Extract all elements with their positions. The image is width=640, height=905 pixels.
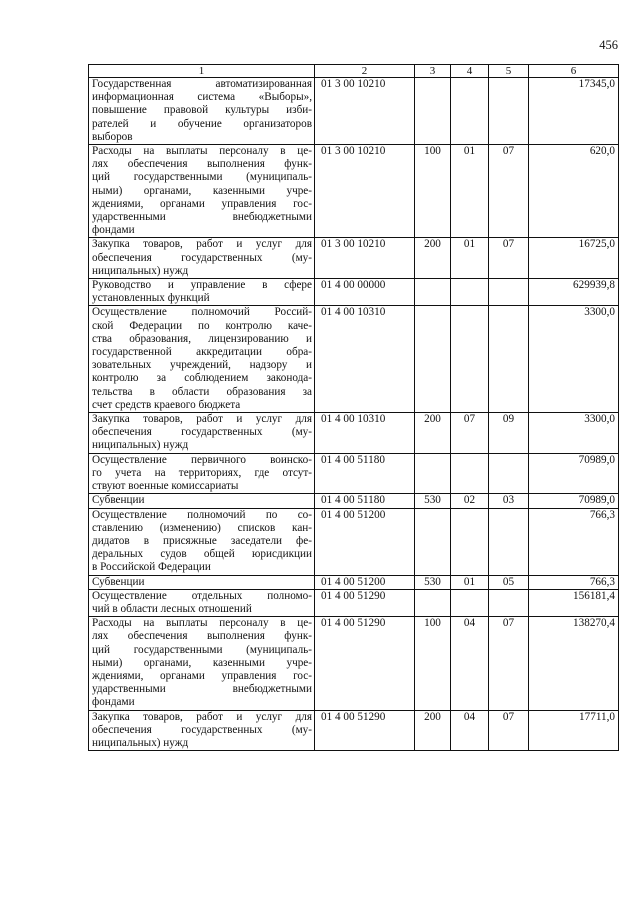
table-row (89, 710, 619, 751)
row-name-line: чий в области лесных отношений (92, 602, 252, 615)
row-name-cell (89, 306, 315, 413)
table-body (89, 78, 619, 751)
row-name-line: ниципальных) нужд (92, 736, 189, 749)
row-name-cell (89, 617, 315, 710)
row-pr-cell: 09 (489, 413, 529, 454)
row-name-line: ниципальных) нужд (92, 264, 189, 277)
header-col-6: 6 (529, 65, 619, 78)
row-name-line: лях обеспечения выполнения функ- (92, 158, 312, 171)
row-csr-cell: 01 4 00 51200 (315, 508, 415, 575)
row-name-line: государственной аккредитации обра- (92, 346, 312, 359)
row-pr-cell (489, 78, 529, 145)
row-pr-cell: 07 (489, 238, 529, 279)
table-row (89, 494, 619, 508)
row-sum-cell: 156181,4 (529, 589, 619, 616)
row-name-cell (89, 508, 315, 575)
row-sum-cell: 766,3 (529, 508, 619, 575)
header-col-4: 4 (451, 65, 489, 78)
row-sum-cell: 70989,0 (529, 494, 619, 508)
row-name-line: Осуществление полномочий по со- (92, 508, 312, 521)
row-name-line: ства образования, лицензированию и (92, 332, 312, 345)
row-name-line: Закупка товаров, работ и услуг для (92, 710, 312, 723)
row-name-line: зовательных учреждений, надзору и (92, 359, 312, 372)
row-sum-cell: 3300,0 (529, 413, 619, 454)
row-pr-cell: 07 (489, 617, 529, 710)
table-row (89, 306, 619, 413)
row-name-line: ными) органами, казенными учре- (92, 656, 312, 669)
row-name-line: ударственными внебюджетными (92, 683, 312, 696)
row-pr-cell (489, 306, 529, 413)
row-name-line: фондами (92, 224, 135, 237)
row-name-cell (89, 710, 315, 751)
row-name-cell (89, 494, 315, 508)
row-sum-cell: 70989,0 (529, 453, 619, 494)
row-name-line: Руководство и управление в сфере (92, 279, 312, 292)
row-name-cell (89, 453, 315, 494)
table-row (89, 508, 619, 575)
row-pr-cell: 03 (489, 494, 529, 508)
row-vr-cell (415, 508, 451, 575)
row-name-line: Закупка товаров, работ и услуг для (92, 413, 312, 426)
row-name-line: Субвенции (92, 494, 145, 507)
row-vr-cell (415, 589, 451, 616)
row-vr-cell: 200 (415, 710, 451, 751)
table-row (89, 78, 619, 145)
row-name-line: контролю за соблюдением законода- (92, 372, 312, 385)
row-rz-cell: 01 (451, 238, 489, 279)
row-name-line: ниципальных) нужд (92, 439, 189, 452)
row-vr-cell (415, 453, 451, 494)
header-col-1: 1 (89, 65, 315, 78)
row-sum-cell: 620,0 (529, 145, 619, 238)
row-name-line: установленных функций (92, 292, 210, 305)
row-vr-cell: 530 (415, 575, 451, 589)
header-row (89, 65, 619, 78)
row-name-line: деральных судов общей юрисдикции (92, 548, 312, 561)
table-row (89, 413, 619, 454)
row-vr-cell: 100 (415, 617, 451, 710)
row-rz-cell (451, 78, 489, 145)
row-csr-cell: 01 4 00 51200 (315, 575, 415, 589)
row-pr-cell (489, 589, 529, 616)
row-name-line: Расходы на выплаты персоналу в це- (92, 617, 312, 630)
table-row (89, 279, 619, 306)
row-name-line: выборов (92, 130, 133, 143)
row-rz-cell (451, 306, 489, 413)
table-row (89, 453, 619, 494)
row-sum-cell: 138270,4 (529, 617, 619, 710)
row-rz-cell (451, 589, 489, 616)
row-name-line: в Российской Федерации (92, 561, 211, 574)
row-vr-cell (415, 78, 451, 145)
row-name-line: обеспечения государственных (му- (92, 723, 312, 736)
row-name-line: счет средств краевого бюджета (92, 398, 241, 411)
row-vr-cell: 200 (415, 413, 451, 454)
row-name-line: ударственными внебюджетными (92, 211, 312, 224)
row-name-cell (89, 145, 315, 238)
row-name-cell (89, 589, 315, 616)
row-csr-cell: 01 4 00 10310 (315, 306, 415, 413)
row-rz-cell (451, 279, 489, 306)
row-pr-cell: 05 (489, 575, 529, 589)
row-name-line: обеспечения государственных (му- (92, 426, 312, 439)
row-csr-cell: 01 4 00 51290 (315, 617, 415, 710)
row-sum-cell: 16725,0 (529, 238, 619, 279)
row-csr-cell: 01 4 00 10310 (315, 413, 415, 454)
row-sum-cell: 17345,0 (529, 78, 619, 145)
header-col-2: 2 (315, 65, 415, 78)
table-header (89, 65, 619, 78)
row-name-line: Осуществление отдельных полномо- (92, 589, 312, 602)
table-row (89, 589, 619, 616)
row-name-line: обеспечения государственных (му- (92, 251, 312, 264)
budget-table (88, 64, 619, 751)
table-row (89, 575, 619, 589)
row-csr-cell: 01 4 00 51290 (315, 710, 415, 751)
row-name-cell (89, 78, 315, 145)
row-csr-cell: 01 3 00 10210 (315, 145, 415, 238)
row-name-line: го учета на территориях, где отсут- (92, 466, 312, 479)
row-rz-cell: 01 (451, 575, 489, 589)
row-vr-cell (415, 279, 451, 306)
row-sum-cell: 17711,0 (529, 710, 619, 751)
row-rz-cell: 02 (451, 494, 489, 508)
row-vr-cell: 200 (415, 238, 451, 279)
row-name-line: ждениями, органами управления гос- (92, 197, 312, 210)
row-rz-cell: 04 (451, 617, 489, 710)
row-name-line: Осуществление полномочий Россий- (92, 306, 312, 319)
row-name-line: Государственная автоматизированная (92, 78, 312, 90)
row-name-cell (89, 575, 315, 589)
row-name-cell (89, 279, 315, 306)
row-name-line: рателей и обучение организаторов (92, 117, 312, 130)
row-csr-cell: 01 4 00 51180 (315, 453, 415, 494)
row-rz-cell: 04 (451, 710, 489, 751)
row-vr-cell: 100 (415, 145, 451, 238)
row-name-line: ской Федерации по контролю каче- (92, 319, 312, 332)
row-name-cell (89, 413, 315, 454)
row-rz-cell (451, 453, 489, 494)
row-name-line: Субвенции (92, 575, 145, 588)
row-name-cell (89, 238, 315, 279)
row-csr-cell: 01 4 00 00000 (315, 279, 415, 306)
row-name-line: Закупка товаров, работ и услуг для (92, 238, 312, 251)
row-pr-cell (489, 279, 529, 306)
row-sum-cell: 3300,0 (529, 306, 619, 413)
page-number: 456 (599, 38, 618, 52)
row-name-line: фондами (92, 696, 135, 709)
table-row (89, 145, 619, 238)
row-name-line: информационная система «Выборы», (92, 91, 312, 104)
row-name-line: ставлению (изменению) списков кан- (92, 521, 312, 534)
row-name-line: повышение правовой культуры изби- (92, 104, 312, 117)
row-rz-cell: 07 (451, 413, 489, 454)
row-csr-cell: 01 4 00 51290 (315, 589, 415, 616)
row-rz-cell (451, 508, 489, 575)
row-name-line: ными) органами, казенными учре- (92, 184, 312, 197)
row-csr-cell: 01 3 00 10210 (315, 238, 415, 279)
row-name-line: Расходы на выплаты персоналу в це- (92, 145, 312, 158)
row-sum-cell: 629939,8 (529, 279, 619, 306)
row-rz-cell: 01 (451, 145, 489, 238)
row-name-line: дидатов в присяжные заседатели фе- (92, 534, 312, 547)
row-pr-cell: 07 (489, 145, 529, 238)
row-name-line: Осуществление первичного воинско- (92, 453, 312, 466)
row-name-line: ждениями, органами управления гос- (92, 669, 312, 682)
row-name-line: лях обеспечения выполнения функ- (92, 630, 312, 643)
row-pr-cell (489, 508, 529, 575)
row-name-line: ций государственными (муниципаль- (92, 171, 312, 184)
row-pr-cell: 07 (489, 710, 529, 751)
row-name-line: тельства в области образования за (92, 385, 312, 398)
row-csr-cell: 01 3 00 10210 (315, 78, 415, 145)
table-row (89, 238, 619, 279)
row-sum-cell: 766,3 (529, 575, 619, 589)
row-name-line: ствуют военные комиссариаты (92, 480, 239, 493)
table-row (89, 617, 619, 710)
row-pr-cell (489, 453, 529, 494)
row-csr-cell: 01 4 00 51180 (315, 494, 415, 508)
row-name-line: ций государственными (муниципаль- (92, 643, 312, 656)
row-vr-cell (415, 306, 451, 413)
row-vr-cell: 530 (415, 494, 451, 508)
header-col-3: 3 (415, 65, 451, 78)
header-col-5: 5 (489, 65, 529, 78)
